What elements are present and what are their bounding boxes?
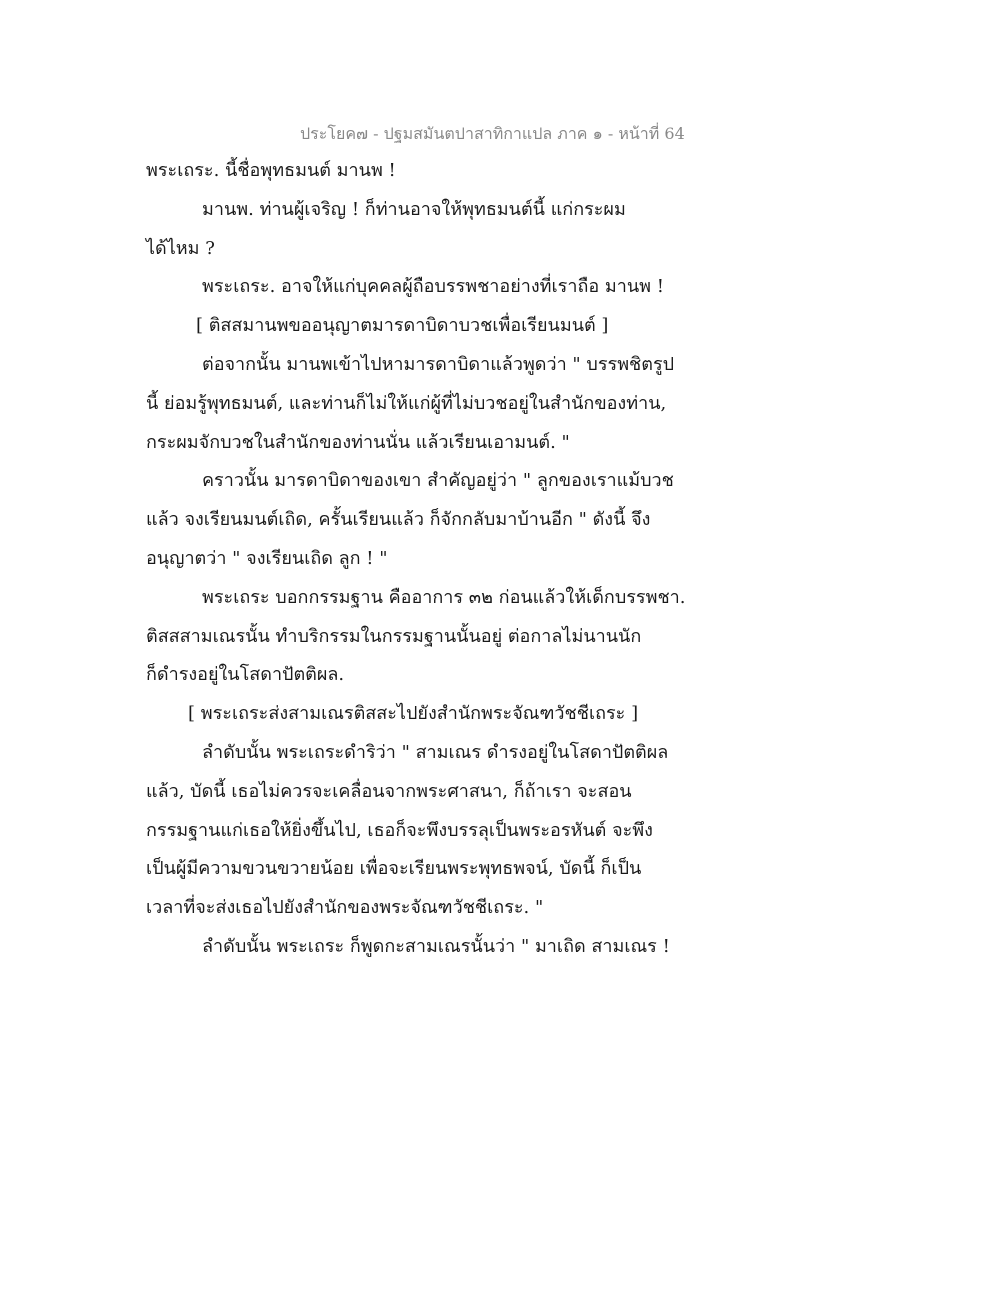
paragraph-line: เวลาที่จะส่งเธอไปยังสำนักของพระจัณฑวัชชีเถระ. "	[146, 897, 544, 919]
paragraph-line: คราวนั้น มารดาบิดาของเขา สำคัญอยู่ว่า " ลูกของเราแม้บวช	[202, 470, 674, 492]
paragraph-line: ลำดับนั้น พระเถระดำริว่า " สามเณร ดำรงอยู่ในโสดาปัตติผล	[202, 741, 669, 763]
paragraph-line: นี้ ย่อมรู้พุทธมนต์, และท่านก็ไม่ให้แก่ผู้ที่ไม่บวชอยู่ในสำนักของท่าน,	[146, 392, 667, 414]
paragraph-line: พระเถระ บอกกรรมฐาน คืออาการ ๓๒ ก่อนแล้วให้เด็กบรรพชา.	[202, 586, 686, 608]
paragraph-line: อนุญาตว่า " จงเรียนเถิด ลูก ! "	[146, 547, 388, 569]
paragraph-line: ติสสสามเณรนั้น ทำบริกรรมในกรรมฐานนั้นอยู่ ต่อกาลไม่นานนัก	[146, 625, 642, 647]
section-heading: [ ติสสมานพขออนุญาตมารดาบิดาบวชเพื่อเรียนมนต์ ]	[196, 315, 609, 337]
paragraph-line: ลำดับนั้น พระเถระ ก็พูดกะสามเณรนั้นว่า " มาเถิด สามเณร !	[202, 935, 670, 957]
running-header: ประโยค๗ - ปฐมสมันตปาสาทิกาแปล ภาค ๑ - หน้าที่ 64	[300, 124, 685, 143]
paragraph-line: ก็ดำรงอยู่ในโสดาปัตติผล.	[146, 664, 345, 686]
paragraph-line: ต่อจากนั้น มานพเข้าไปหามารดาบิดาแล้วพูดว่า " บรรพชิตรูป	[202, 353, 675, 375]
paragraph-line: แล้ว, บัดนี้ เธอไม่ควรจะเคลื่อนจากพระศาสนา, ก็ถ้าเรา จะสอน	[146, 780, 632, 802]
body-text	[146, 152, 866, 967]
paragraph-line: ได้ไหม ?	[146, 237, 215, 259]
paragraph-line: กระผมจักบวชในสำนักของท่านนั่น แล้วเรียนเอามนต์. "	[146, 431, 570, 453]
paragraph-line: มานพ. ท่านผู้เจริญ ! ก็ท่านอาจให้พุทธมนต์นี้ แก่กระผม	[202, 198, 626, 220]
section-heading: [ พระเถระส่งสามเณรติสสะไปยังสำนักพระจัณฑวัชชีเถระ ]	[188, 703, 639, 725]
paragraph-line: พระเถระ. นี้ชื่อพุทธมนต์ มานพ !	[146, 160, 396, 181]
paragraph-line: เป็นผู้มีความขวนขวายน้อย เพื่อจะเรียนพระพุทธพจน์, บัดนี้ ก็เป็น	[146, 858, 642, 880]
paragraph-line: กรรมฐานแก่เธอให้ยิ่งขึ้นไป, เธอก็จะพึงบรรลุเป็นพระอรหันต์ จะพึง	[146, 819, 653, 841]
paragraph-line: พระเถระ. อาจให้แก่บุคคลผู้ถือบรรพชาอย่างที่เราถือ มานพ !	[202, 276, 664, 298]
paragraph-line: แล้ว จงเรียนมนต์เถิด, ครั้นเรียนแล้ว ก็จักกลับมาบ้านอีก " ดังนี้ จึง	[146, 509, 651, 531]
